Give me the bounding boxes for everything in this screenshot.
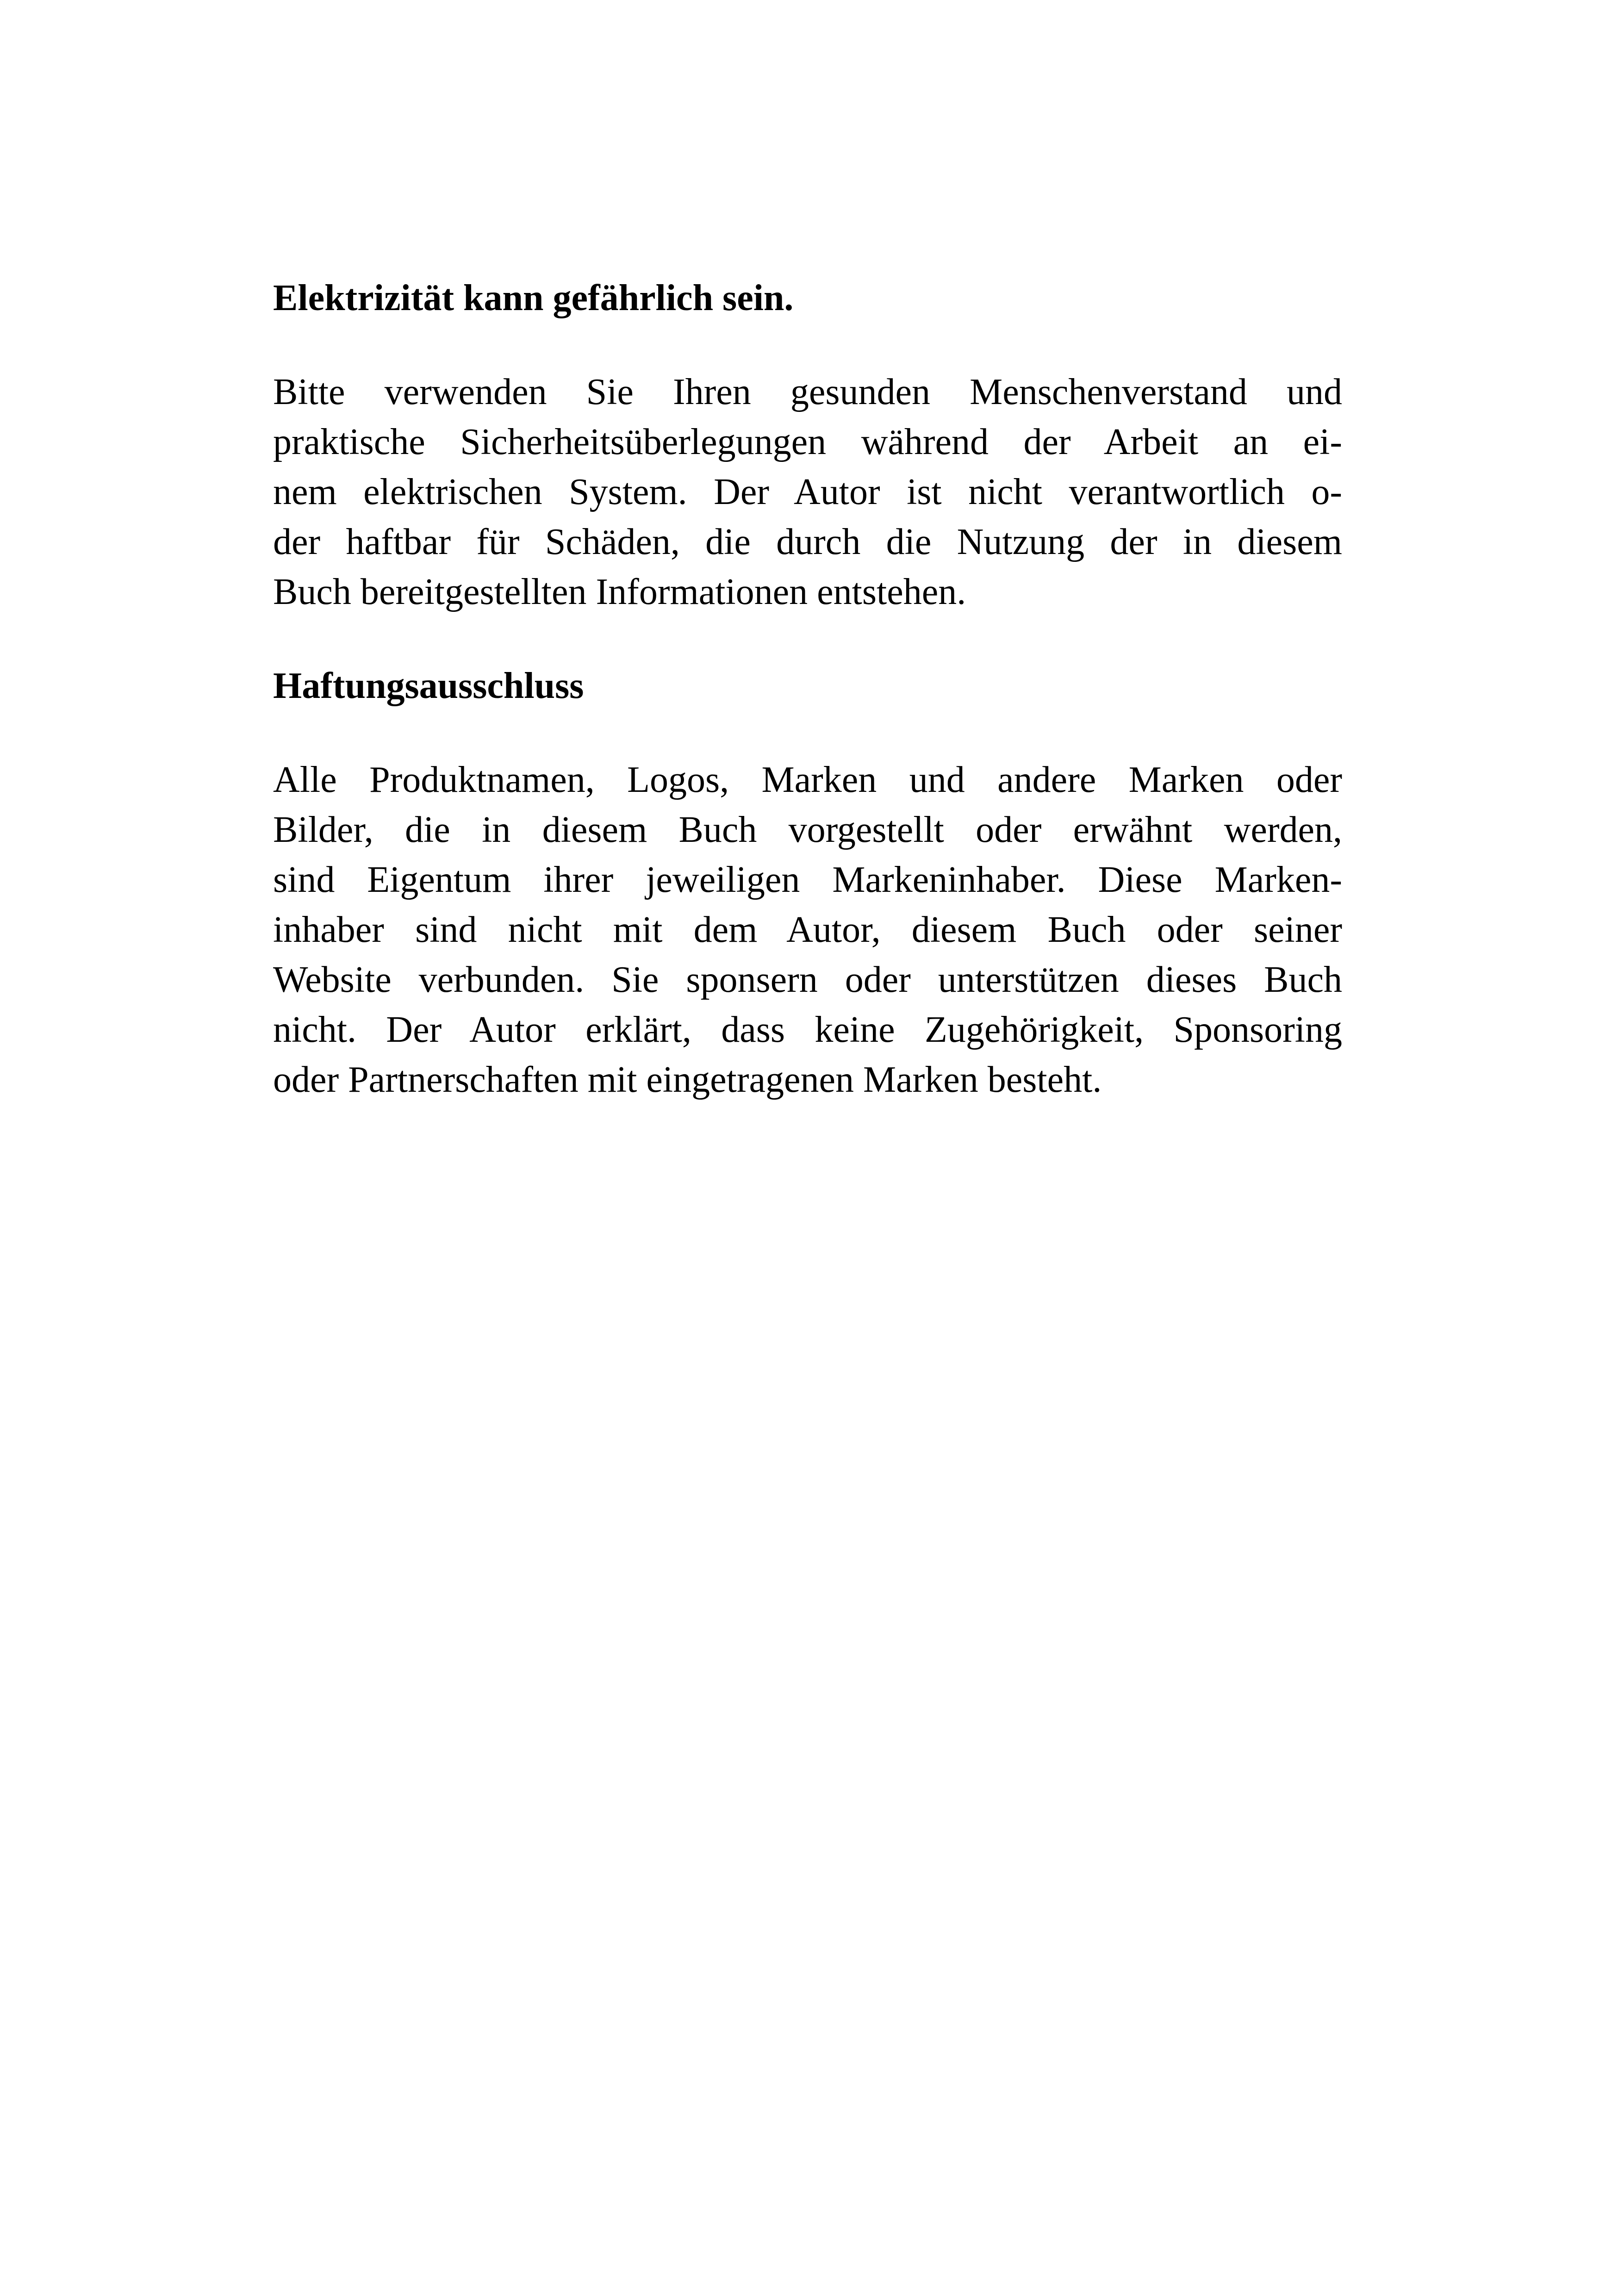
- paragraph-line: nicht. Der Autor erklärt, dass keine Zugehörigkeit, Sponsoring: [273, 1009, 1342, 1050]
- paragraph-safety-notice: [273, 367, 1342, 617]
- paragraph-line: Bitte verwenden Sie Ihren gesunden Menschenverstand und: [273, 372, 1342, 412]
- paragraph-line: Alle Produktnamen, Logos, Marken und andere Marken oder: [273, 759, 1342, 800]
- paragraph-line: sind Eigentum ihrer jeweiligen Markeninhaber. Diese Marken-: [273, 859, 1342, 900]
- paragraph-line: nem elektrischen System. Der Autor ist nicht verantwortlich o-: [273, 472, 1342, 512]
- paragraph-line: inhaber sind nicht mit dem Autor, diesem Buch oder seiner: [273, 909, 1342, 950]
- paragraph-line: oder Partnerschaften mit eingetragenen Marken besteht.: [273, 1059, 1102, 1100]
- section-heading-electricity-warning: Elektrizität kann gefährlich sein.: [273, 278, 794, 318]
- paragraph-line: Bilder, die in diesem Buch vorgestellt oder erwähnt werden,: [273, 809, 1342, 850]
- paragraph-line: Website verbunden. Sie sponsern oder unterstützen dieses Buch: [273, 959, 1342, 1000]
- paragraph-trademark-disclaimer: [273, 755, 1342, 1105]
- paragraph-line: praktische Sicherheitsüberlegungen während der Arbeit an ei-: [273, 422, 1342, 462]
- paragraph-line: Buch bereitgestellten Informationen entstehen.: [273, 572, 966, 612]
- section-heading-disclaimer: Haftungsausschluss: [273, 666, 584, 706]
- paragraph-line: der haftbar für Schäden, die durch die Nutzung der in diesem: [273, 522, 1342, 562]
- page-content: [273, 273, 1342, 1105]
